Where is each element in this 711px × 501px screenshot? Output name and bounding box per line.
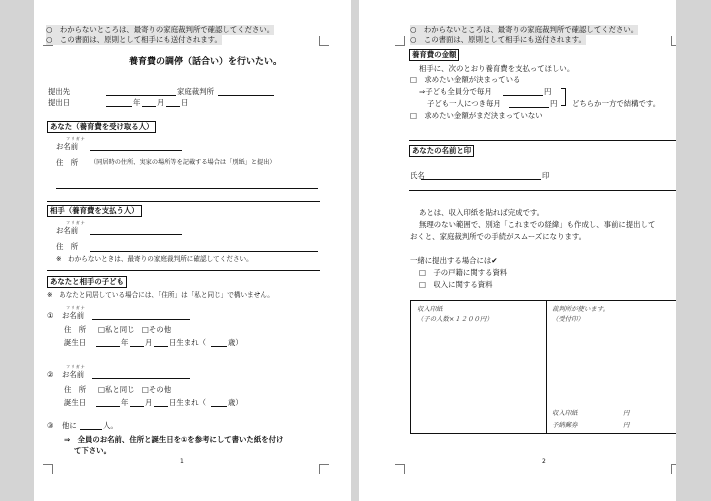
amount-all-children-label: ⇒子ども全員分で毎月	[419, 87, 492, 96]
submit-year-field[interactable]	[106, 98, 132, 107]
furigana-label: フリガナ	[66, 136, 86, 141]
section-respondent: 相手（養育費を支払う人）	[47, 205, 142, 217]
either-note: どちらか一方で結構です。	[572, 99, 661, 108]
amount-decided-option[interactable]: □ 求めたい金額が決まっている	[410, 75, 521, 84]
submit-day-field[interactable]	[166, 98, 180, 107]
after-text-1: あとは、収入印紙を貼れば完成です。	[419, 208, 545, 217]
birth-tail: 日生まれ（	[169, 338, 206, 347]
child-1-address-label: 住 所	[64, 325, 87, 334]
child-1-name-label: お名前	[62, 311, 85, 320]
received-stamp-label: （受付印）	[552, 315, 584, 323]
crop-mark	[319, 36, 329, 46]
applicant-address-label: 住 所	[56, 158, 79, 167]
crop-mark	[395, 36, 405, 46]
year-label: 年	[133, 98, 141, 107]
child-2-address-label: 住 所	[64, 385, 87, 394]
other-children-note: ⇒ 全員のお名前、住所と誕生日を①を参考にして書いた紙を付け	[64, 435, 284, 444]
yen-label: 円	[623, 421, 630, 429]
notice-line-2: ○ この書面は、原則として相手にも送付されます。	[410, 35, 586, 44]
stamp-amount-label: 収入印紙	[552, 409, 578, 417]
child-1-name-field[interactable]	[92, 311, 190, 320]
day-label: 日	[181, 98, 189, 107]
persons-label: 人。	[103, 421, 118, 430]
child-1-birth-month-field[interactable]	[130, 338, 144, 347]
child-2-birth-label: 誕生日	[64, 398, 87, 407]
postage-label: 予納郵券	[552, 421, 578, 429]
birth-tail: 日生まれ（	[169, 398, 206, 407]
child-1-birth-day-field[interactable]	[154, 338, 168, 347]
applicant-name-label: 氏名	[410, 171, 425, 180]
court-name-field[interactable]	[106, 87, 176, 96]
seal-label: 印	[542, 171, 550, 180]
either-bracket	[561, 88, 566, 106]
furigana-label: フリガナ	[66, 364, 86, 369]
court-suffix: 家庭裁判所	[177, 87, 214, 96]
year-label: 年	[121, 398, 129, 407]
after-text-2: 無理のない範囲で、別途「これまでの経緯」も作成し、事前に提出して	[419, 220, 656, 229]
crop-mark	[319, 464, 329, 474]
respondent-address-field[interactable]	[90, 251, 318, 252]
child-2-name-field[interactable]	[92, 370, 190, 379]
other-children-note-cont: て下さい。	[74, 446, 111, 455]
notice-line-1: ○ わからないところは、最寄りの家庭裁判所で確認してください。	[410, 25, 639, 34]
respondent-name-label: お名前	[56, 226, 79, 235]
notice-line-1: ○ わからないところは、最寄りの家庭裁判所で確認してください。	[46, 25, 275, 34]
amount-undecided-option[interactable]: □ 求めたい金額がまだ決まっていない	[410, 111, 543, 120]
stamp-box-divider	[546, 301, 547, 433]
unknown-note: ※ わからないときは、最寄りの家庭裁判所に確認してください。	[56, 255, 253, 263]
other-children-label: 他に	[62, 421, 77, 430]
yen-label: 円	[544, 87, 552, 96]
section-amount: 養育費の金額	[409, 49, 459, 61]
month-label: 月	[145, 398, 153, 407]
stamp-box	[410, 300, 676, 434]
section-divider	[47, 201, 320, 202]
month-label: 月	[145, 338, 153, 347]
applicant-address-field[interactable]	[56, 188, 318, 189]
attachment-income[interactable]: □ 収入に関する資料	[419, 280, 493, 289]
page-number: 2	[542, 458, 546, 465]
court-extra-field[interactable]	[218, 87, 274, 96]
section-divider	[47, 270, 320, 271]
yen-label: 円	[623, 409, 630, 417]
child-2-birth-year-field[interactable]	[96, 398, 120, 407]
furigana-label: フリガナ	[66, 305, 86, 310]
court-use-label: 裁判所が使います。	[552, 305, 610, 313]
children-note: ※ あなたと同居している場合には、「住所」は「私と同じ」で構いません。	[47, 291, 274, 299]
section-divider	[409, 190, 676, 191]
after-text-3: おくと、家庭裁判所での手続がスムーズになります。	[410, 232, 587, 241]
other-children-count-field[interactable]	[80, 421, 102, 430]
crop-mark	[671, 464, 676, 474]
year-label: 年	[121, 338, 129, 347]
respondent-address-label: 住 所	[56, 242, 79, 251]
stamp-title: 収入印紙	[417, 305, 443, 313]
page-number: 1	[180, 458, 184, 465]
submit-month-field[interactable]	[142, 98, 156, 107]
document-page-2	[359, 0, 676, 501]
crop-mark	[671, 36, 676, 46]
child-2-birth-month-field[interactable]	[130, 398, 144, 407]
applicant-name-field[interactable]	[90, 142, 182, 151]
child-1-age-field[interactable]	[211, 338, 227, 347]
amount-per-child-field[interactable]	[509, 99, 549, 108]
child-1-address-options[interactable]: □私と同じ □その他	[98, 325, 172, 334]
notice-line-2: ○ この書面は、原則として相手にも送付されます。	[46, 35, 222, 44]
yen-label: 円	[550, 99, 558, 108]
section-name-seal: あなたの名前と印	[409, 145, 474, 157]
age-tail: 歳）	[228, 338, 243, 347]
age-tail: 歳）	[228, 398, 243, 407]
child-1-birth-label: 誕生日	[64, 338, 87, 347]
applicant-address-note: （同居時の住所、実家の場所等を記載する場合は「別紙」と提出）	[90, 159, 276, 166]
respondent-name-field[interactable]	[90, 226, 182, 235]
document-title: 養育費の調停（話合い）を行いたい。	[129, 57, 283, 67]
document-page-1	[34, 0, 351, 501]
crop-mark	[43, 464, 53, 474]
attachments-heading: 一緒に提出する場合には✔	[410, 256, 498, 265]
child-2-age-field[interactable]	[211, 398, 227, 407]
furigana-label: フリガナ	[66, 220, 86, 225]
stamp-subtitle: （子の人数×１２００円）	[417, 315, 493, 323]
attachment-family-register[interactable]: □ 子の戸籍に関する資料	[419, 268, 508, 277]
amount-intro: 相手に、次のとおり養育費を支払ってほしい。	[419, 64, 575, 73]
applicant-name-label: お名前	[56, 142, 79, 151]
child-2-address-options[interactable]: □私と同じ □その他	[98, 385, 172, 394]
applicant-name-field[interactable]	[421, 171, 541, 180]
submit-to-label: 提出先	[48, 87, 71, 96]
child-3-number: ③	[47, 421, 54, 430]
section-applicant: あなた（養育費を受け取る人）	[47, 121, 156, 133]
child-1-number: ①	[47, 311, 54, 320]
child-2-birth-day-field[interactable]	[154, 398, 168, 407]
crop-mark	[395, 464, 405, 474]
submit-date-label: 提出日	[48, 98, 71, 107]
month-label: 月	[157, 98, 165, 107]
section-divider	[409, 140, 676, 141]
child-2-name-label: お名前	[62, 370, 85, 379]
amount-all-children-field[interactable]	[503, 87, 543, 96]
amount-per-child-label: 子ども一人につき毎月	[427, 99, 501, 108]
child-2-number: ②	[47, 370, 54, 379]
child-1-birth-year-field[interactable]	[96, 338, 120, 347]
section-children: あなたと相手の子ども	[47, 276, 127, 288]
